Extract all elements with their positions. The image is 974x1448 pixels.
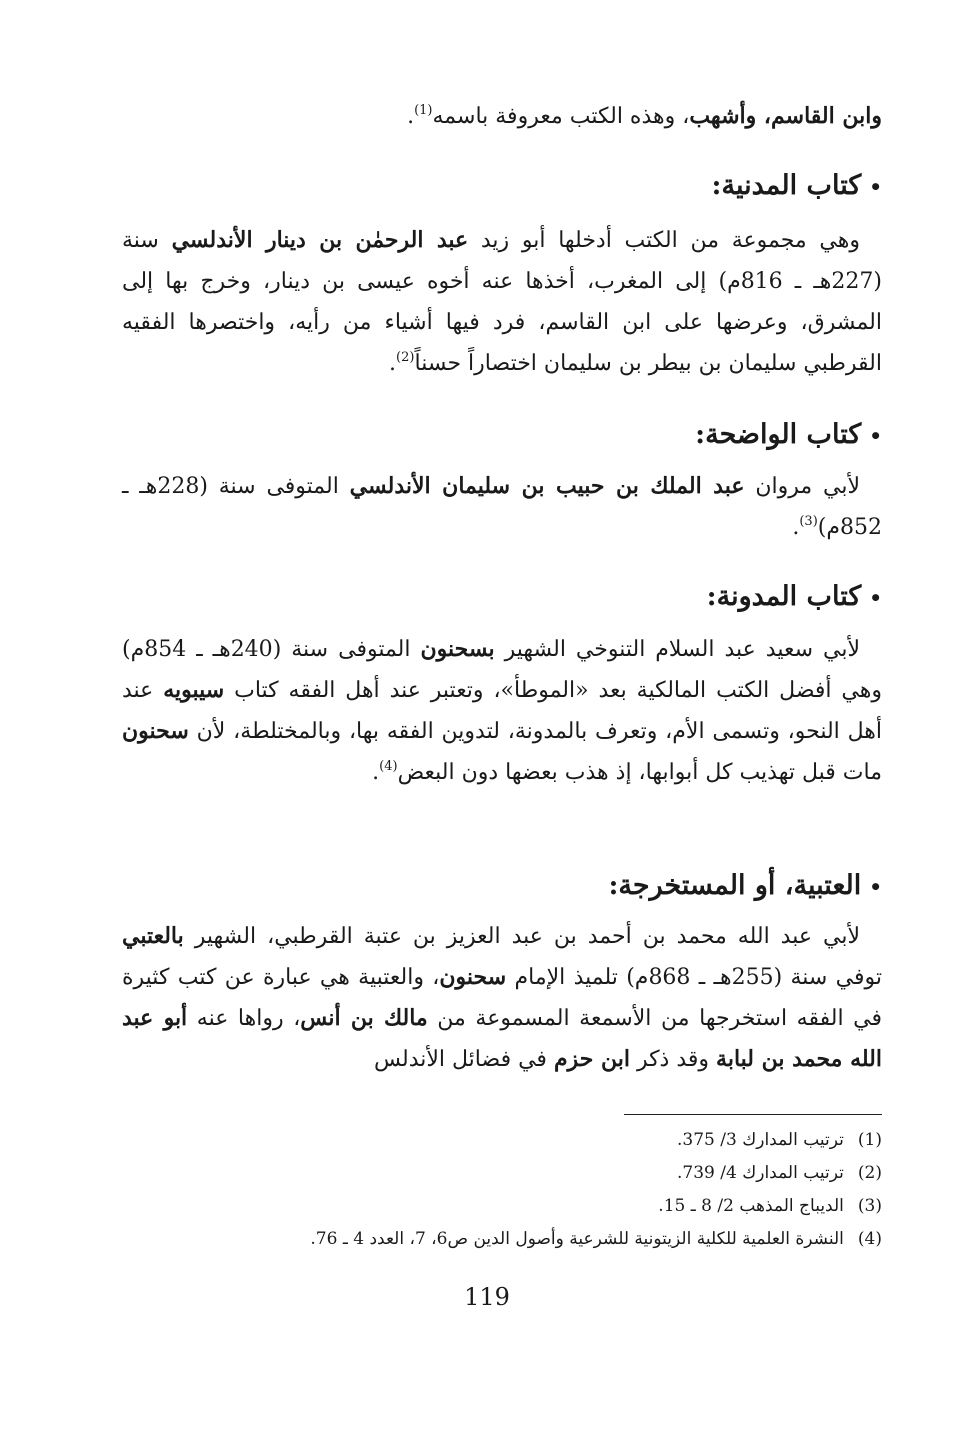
footnote [122,1190,882,1223]
paragraph-text: . [389,351,397,376]
paragraph-text: ، رواها عنه [187,1006,301,1031]
bold-name: ابن حزم [553,1046,630,1072]
bullet-icon: • [869,424,882,448]
footnote-number: (3) [857,1196,882,1216]
footnote [122,1124,882,1157]
bold-name: أبو عبد الله محمد بن لبابة [122,1005,882,1072]
bold-name: سحنون [122,718,189,744]
bold-name: وأشهب [689,103,757,129]
footnotes [122,1124,882,1256]
section-heading [122,577,882,618]
paragraph-text: ، وهذه الكتب معروفة باسمه [432,104,690,129]
paragraph-text: . [792,515,800,540]
intro-paragraph [122,96,882,137]
bullet-icon: • [869,586,882,610]
footnote-text: النشرة العلمية للكلية الزيتونية للشرعية وأصول الدين ص6، 7، العدد 4 ـ 76. [310,1229,844,1249]
paragraph-text: عند أهل النحو، وتسمى الأم، وتعرف بالمدونة، لتدوين الفقه بها، وبالمختلطة، لأن [122,678,882,744]
bold-name: سحنون [439,964,507,990]
footnote-ref: (2) [396,350,415,365]
footnote-text: الديباج المذهب 2/ 8 ـ 15. [658,1196,844,1216]
footnote-number: (1) [857,1130,882,1150]
footnote [122,1223,882,1256]
footnote-divider [624,1114,882,1115]
bold-name: بالعتبي [122,923,184,949]
paragraph-text: في فضائل الأندلس [373,1047,554,1072]
section-paragraph [122,916,882,1080]
section-paragraph [122,466,882,548]
paragraph-text: . [372,760,380,785]
section-heading [122,866,882,907]
paragraph-text: توفي سنة (255هـ ـ 868م) تلميذ الإمام [506,965,883,990]
paragraph-text: لأبي عبد الله محمد بن أحمد بن عبد العزيز بن عتبة القرطبي، الشهير [183,924,860,949]
section-paragraph [122,629,882,793]
paragraph-text: وهي مجموعة من الكتب أدخلها أبو زيد [468,228,860,253]
bullet-icon: • [869,175,882,199]
footnote-ref: (1) [414,103,433,118]
paragraph-text: المتوفى سنة (228هـ ـ 852م) [122,474,882,540]
footnote-ref: (4) [379,759,398,774]
paragraph-text: ، والعتبية هي عبارة عن كتب كثيرة في الفقه استخرجها من الأسمعة المسموعة من [122,965,882,1031]
paragraph-text: لأبي مروان [744,474,860,499]
heading-text: العتبية، أو المستخرجة: [608,870,862,901]
section-paragraph [122,220,882,384]
footnote-number: (2) [857,1163,882,1183]
footnote-number: (4) [857,1229,882,1249]
page-number: 119 [464,1283,510,1311]
paragraph-text: . [407,104,415,129]
bold-name: بسحنون [420,636,495,662]
paragraph-text: لأبي سعيد عبد السلام التنوخي الشهير [494,637,860,662]
section-heading [122,415,882,456]
heading-text: كتاب المدنية: [711,170,862,201]
paragraph-text: مات قبل تهذيب كل أبوابها، إذ هذب بعضها دون البعض [397,760,882,785]
paragraph-text: المتوفى سنة (240هـ ـ 854م) وهي أفضل الكتب المالكية بعد «الموطأ»، وتعتبر عند أهل الفقه كتاب [122,637,882,703]
paragraph-text: سنة (227هـ ـ 816م) إلى المغرب، أخذها عنه أخوه عيسى بن دينار، وخرج بها إلى المشرق، وعرضها على ابن القاسم، فرد فيها أشياء من رأيه، واختصرها الفقيه القرطبي سليمان بن بيطر بن سليمان اختصاراً حسناً [122,228,882,376]
bullet-icon: • [869,875,882,899]
footnote-text: ترتيب المدارك 3/ 375. [676,1130,844,1150]
section-heading [122,166,882,207]
bold-name: سيبويه [163,677,225,703]
footnote [122,1157,882,1190]
bold-name: عبد الرحمٰن بن دينار الأندلسي [171,227,469,253]
heading-text: كتاب المدونة: [706,581,862,612]
heading-text: كتاب الواضحة: [695,419,862,450]
bold-name: وابن القاسم، [756,103,882,129]
bold-name: مالك بن أنس [300,1005,428,1031]
footnote-text: ترتيب المدارك 4/ 739. [676,1163,844,1183]
paragraph-text: وقد ذكر [629,1047,717,1072]
footnote-ref: (3) [799,514,818,529]
bold-name: عبد الملك بن حبيب بن سليمان الأندلسي [349,473,745,499]
